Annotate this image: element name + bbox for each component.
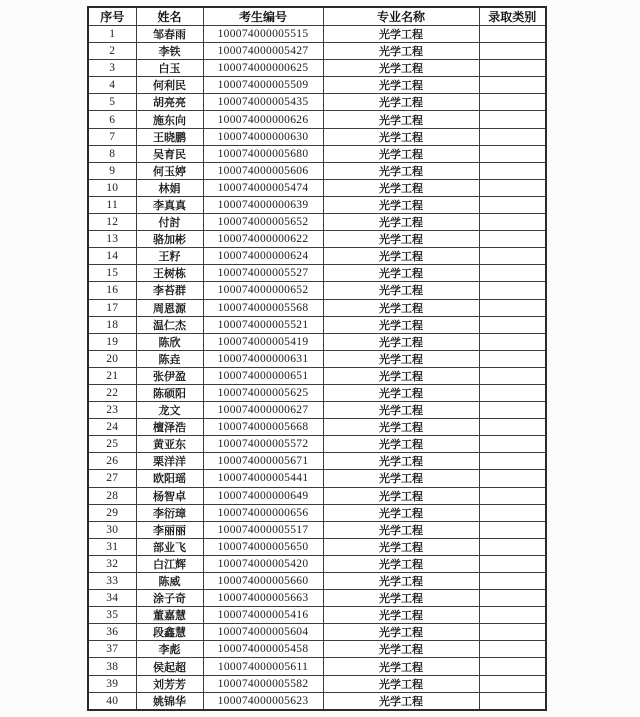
cell-major-name: 光学工程 (323, 248, 479, 265)
cell-candidate-id: 100074000005582 (203, 675, 323, 692)
cell-admission-type (479, 590, 546, 607)
col-header-name: 姓名 (136, 7, 203, 26)
table-row (88, 419, 546, 436)
table-row (88, 94, 546, 111)
cell-admission-type (479, 196, 546, 213)
cell-candidate-id: 100074000000656 (203, 504, 323, 521)
cell-admission-type (479, 162, 546, 179)
table-row (88, 162, 546, 179)
cell-admission-type (479, 248, 546, 265)
cell-major-name: 光学工程 (323, 692, 479, 710)
cell-admission-type (479, 94, 546, 111)
col-header-index: 序号 (88, 7, 136, 26)
cell-candidate-id: 100074000000625 (203, 60, 323, 77)
cell-student-name: 陈硕阳 (136, 384, 203, 401)
cell-index: 39 (88, 675, 136, 692)
cell-major-name: 光学工程 (323, 145, 479, 162)
cell-index: 2 (88, 43, 136, 60)
cell-admission-type (479, 658, 546, 675)
cell-admission-type (479, 60, 546, 77)
table-row (88, 265, 546, 282)
cell-admission-type (479, 436, 546, 453)
cell-major-name: 光学工程 (323, 658, 479, 675)
cell-major-name: 光学工程 (323, 26, 479, 43)
cell-major-name: 光学工程 (323, 555, 479, 572)
cell-candidate-id: 100074000000622 (203, 231, 323, 248)
cell-admission-type (479, 77, 546, 94)
cell-candidate-id: 100074000005419 (203, 333, 323, 350)
cell-candidate-id: 100074000005623 (203, 692, 323, 710)
cell-candidate-id: 100074000005517 (203, 521, 323, 538)
cell-student-name: 周恩源 (136, 299, 203, 316)
cell-admission-type (479, 265, 546, 282)
table-row (88, 675, 546, 692)
table-row (88, 453, 546, 470)
table-row (88, 128, 546, 145)
cell-candidate-id: 100074000005680 (203, 145, 323, 162)
cell-admission-type (479, 26, 546, 43)
table-row (88, 111, 546, 128)
cell-admission-type (479, 555, 546, 572)
cell-candidate-id: 100074000005604 (203, 624, 323, 641)
cell-admission-type (479, 179, 546, 196)
cell-admission-type (479, 128, 546, 145)
table-row (88, 196, 546, 213)
cell-admission-type (479, 573, 546, 590)
table-row (88, 282, 546, 299)
cell-major-name: 光学工程 (323, 436, 479, 453)
cell-index: 4 (88, 77, 136, 94)
table-row (88, 641, 546, 658)
cell-admission-type (479, 282, 546, 299)
cell-student-name: 黄亚东 (136, 436, 203, 453)
table-row (88, 692, 546, 710)
cell-major-name: 光学工程 (323, 607, 479, 624)
table-row (88, 43, 546, 60)
cell-admission-type (479, 641, 546, 658)
cell-candidate-id: 100074000005474 (203, 179, 323, 196)
cell-index: 33 (88, 573, 136, 590)
cell-major-name: 光学工程 (323, 675, 479, 692)
cell-major-name: 光学工程 (323, 641, 479, 658)
cell-major-name: 光学工程 (323, 94, 479, 111)
cell-student-name: 白玉 (136, 60, 203, 77)
cell-admission-type (479, 43, 546, 60)
cell-index: 36 (88, 624, 136, 641)
cell-major-name: 光学工程 (323, 282, 479, 299)
cell-candidate-id: 100074000005625 (203, 384, 323, 401)
cell-index: 27 (88, 470, 136, 487)
admission-roster-table (87, 6, 547, 711)
cell-admission-type (479, 487, 546, 504)
cell-index: 13 (88, 231, 136, 248)
table-row (88, 248, 546, 265)
table-row (88, 26, 546, 43)
table-row (88, 538, 546, 555)
cell-student-name: 林娟 (136, 179, 203, 196)
cell-admission-type (479, 384, 546, 401)
cell-candidate-id: 100074000005435 (203, 94, 323, 111)
cell-major-name: 光学工程 (323, 316, 479, 333)
cell-student-name: 李苔群 (136, 282, 203, 299)
cell-student-name: 侯起超 (136, 658, 203, 675)
cell-admission-type (479, 470, 546, 487)
table-row (88, 624, 546, 641)
cell-candidate-id: 100074000005458 (203, 641, 323, 658)
cell-index: 29 (88, 504, 136, 521)
table-row (88, 231, 546, 248)
cell-candidate-id: 100074000000630 (203, 128, 323, 145)
cell-student-name: 陈欣 (136, 333, 203, 350)
cell-candidate-id: 100074000005572 (203, 436, 323, 453)
cell-admission-type (479, 521, 546, 538)
cell-major-name: 光学工程 (323, 453, 479, 470)
cell-index: 24 (88, 419, 136, 436)
cell-index: 14 (88, 248, 136, 265)
cell-index: 11 (88, 196, 136, 213)
cell-candidate-id: 100074000005611 (203, 658, 323, 675)
table-row (88, 350, 546, 367)
cell-admission-type (479, 333, 546, 350)
cell-index: 20 (88, 350, 136, 367)
cell-index: 18 (88, 316, 136, 333)
cell-major-name: 光学工程 (323, 162, 479, 179)
cell-index: 22 (88, 384, 136, 401)
table-row (88, 77, 546, 94)
table-row (88, 333, 546, 350)
cell-admission-type (479, 675, 546, 692)
cell-admission-type (479, 231, 546, 248)
table-header-row (88, 7, 546, 26)
table-row (88, 470, 546, 487)
cell-index: 32 (88, 555, 136, 572)
cell-admission-type (479, 350, 546, 367)
cell-student-name: 涂子奇 (136, 590, 203, 607)
cell-student-name: 施东向 (136, 111, 203, 128)
table-row (88, 384, 546, 401)
cell-admission-type (479, 692, 546, 710)
cell-student-name: 段鑫慧 (136, 624, 203, 641)
table-row (88, 590, 546, 607)
cell-candidate-id: 100074000005668 (203, 419, 323, 436)
table-row (88, 214, 546, 231)
cell-candidate-id: 100074000005650 (203, 538, 323, 555)
table-row (88, 436, 546, 453)
cell-student-name: 董嘉慧 (136, 607, 203, 624)
table-row (88, 402, 546, 419)
table-row (88, 521, 546, 538)
cell-index: 12 (88, 214, 136, 231)
cell-major-name: 光学工程 (323, 487, 479, 504)
cell-student-name: 白江辉 (136, 555, 203, 572)
table-row (88, 573, 546, 590)
cell-major-name: 光学工程 (323, 128, 479, 145)
cell-index: 30 (88, 521, 136, 538)
cell-index: 5 (88, 94, 136, 111)
cell-major-name: 光学工程 (323, 538, 479, 555)
cell-index: 3 (88, 60, 136, 77)
cell-admission-type (479, 316, 546, 333)
cell-admission-type (479, 607, 546, 624)
col-header-candidate-id: 考生编号 (203, 7, 323, 26)
cell-candidate-id: 100074000005663 (203, 590, 323, 607)
cell-student-name: 龙文 (136, 402, 203, 419)
table-row (88, 316, 546, 333)
cell-candidate-id: 100074000005521 (203, 316, 323, 333)
cell-admission-type (479, 538, 546, 555)
table-row (88, 658, 546, 675)
cell-index: 34 (88, 590, 136, 607)
cell-student-name: 何利民 (136, 77, 203, 94)
cell-major-name: 光学工程 (323, 196, 479, 213)
cell-major-name: 光学工程 (323, 419, 479, 436)
cell-admission-type (479, 367, 546, 384)
cell-candidate-id: 100074000000652 (203, 282, 323, 299)
cell-student-name: 陈威 (136, 573, 203, 590)
cell-index: 31 (88, 538, 136, 555)
cell-major-name: 光学工程 (323, 77, 479, 94)
cell-major-name: 光学工程 (323, 350, 479, 367)
cell-index: 37 (88, 641, 136, 658)
cell-candidate-id: 100074000005660 (203, 573, 323, 590)
cell-student-name: 邹春雨 (136, 26, 203, 43)
cell-index: 8 (88, 145, 136, 162)
cell-student-name: 姚锦华 (136, 692, 203, 710)
cell-candidate-id: 100074000005427 (203, 43, 323, 60)
cell-candidate-id: 100074000005416 (203, 607, 323, 624)
cell-admission-type (479, 624, 546, 641)
cell-student-name: 何玉婷 (136, 162, 203, 179)
cell-student-name: 李丽丽 (136, 521, 203, 538)
table-row (88, 504, 546, 521)
cell-candidate-id: 100074000000631 (203, 350, 323, 367)
table-row (88, 299, 546, 316)
cell-major-name: 光学工程 (323, 590, 479, 607)
cell-candidate-id: 100074000005527 (203, 265, 323, 282)
cell-student-name: 王树栋 (136, 265, 203, 282)
table-row (88, 487, 546, 504)
cell-candidate-id: 100074000005515 (203, 26, 323, 43)
cell-index: 16 (88, 282, 136, 299)
cell-index: 7 (88, 128, 136, 145)
cell-index: 23 (88, 402, 136, 419)
cell-student-name: 李彪 (136, 641, 203, 658)
cell-candidate-id: 100074000000627 (203, 402, 323, 419)
cell-major-name: 光学工程 (323, 179, 479, 196)
cell-index: 28 (88, 487, 136, 504)
cell-student-name: 付討 (136, 214, 203, 231)
cell-index: 21 (88, 367, 136, 384)
cell-candidate-id: 100074000005606 (203, 162, 323, 179)
cell-student-name: 部业飞 (136, 538, 203, 555)
cell-candidate-id: 100074000000626 (203, 111, 323, 128)
cell-major-name: 光学工程 (323, 111, 479, 128)
cell-student-name: 欧阳瑶 (136, 470, 203, 487)
cell-student-name: 李衍璋 (136, 504, 203, 521)
cell-student-name: 温仁杰 (136, 316, 203, 333)
cell-major-name: 光学工程 (323, 43, 479, 60)
cell-student-name: 杨智卓 (136, 487, 203, 504)
cell-major-name: 光学工程 (323, 402, 479, 419)
table-row (88, 145, 546, 162)
cell-admission-type (479, 419, 546, 436)
table-row (88, 60, 546, 77)
cell-major-name: 光学工程 (323, 60, 479, 77)
cell-candidate-id: 100074000005652 (203, 214, 323, 231)
cell-student-name: 胡亮亮 (136, 94, 203, 111)
cell-major-name: 光学工程 (323, 521, 479, 538)
cell-candidate-id: 100074000005420 (203, 555, 323, 572)
cell-candidate-id: 100074000000624 (203, 248, 323, 265)
cell-admission-type (479, 214, 546, 231)
cell-index: 6 (88, 111, 136, 128)
cell-index: 19 (88, 333, 136, 350)
cell-major-name: 光学工程 (323, 231, 479, 248)
cell-candidate-id: 100074000000639 (203, 196, 323, 213)
cell-index: 17 (88, 299, 136, 316)
cell-index: 35 (88, 607, 136, 624)
cell-student-name: 王籽 (136, 248, 203, 265)
cell-major-name: 光学工程 (323, 214, 479, 231)
cell-student-name: 李真真 (136, 196, 203, 213)
cell-index: 38 (88, 658, 136, 675)
cell-major-name: 光学工程 (323, 573, 479, 590)
cell-student-name: 陈垚 (136, 350, 203, 367)
cell-major-name: 光学工程 (323, 504, 479, 521)
col-header-admission-type: 录取类别 (479, 7, 546, 26)
cell-candidate-id: 100074000005509 (203, 77, 323, 94)
cell-student-name: 檀泽浩 (136, 419, 203, 436)
cell-candidate-id: 100074000005441 (203, 470, 323, 487)
cell-admission-type (479, 145, 546, 162)
table-row (88, 367, 546, 384)
cell-student-name: 王晓鹏 (136, 128, 203, 145)
cell-major-name: 光学工程 (323, 367, 479, 384)
cell-major-name: 光学工程 (323, 299, 479, 316)
table-row (88, 179, 546, 196)
cell-admission-type (479, 504, 546, 521)
cell-student-name: 骆加彬 (136, 231, 203, 248)
cell-candidate-id: 100074000005671 (203, 453, 323, 470)
table-row (88, 607, 546, 624)
cell-index: 40 (88, 692, 136, 710)
cell-major-name: 光学工程 (323, 624, 479, 641)
table-row (88, 555, 546, 572)
cell-index: 26 (88, 453, 136, 470)
cell-major-name: 光学工程 (323, 470, 479, 487)
cell-student-name: 吴育民 (136, 145, 203, 162)
cell-student-name: 张伊盈 (136, 367, 203, 384)
cell-student-name: 栗洋洋 (136, 453, 203, 470)
cell-admission-type (479, 402, 546, 419)
col-header-major: 专业名称 (323, 7, 479, 26)
cell-student-name: 刘芳芳 (136, 675, 203, 692)
cell-major-name: 光学工程 (323, 265, 479, 282)
cell-candidate-id: 100074000000651 (203, 367, 323, 384)
cell-index: 10 (88, 179, 136, 196)
cell-admission-type (479, 453, 546, 470)
cell-index: 25 (88, 436, 136, 453)
cell-index: 15 (88, 265, 136, 282)
cell-candidate-id: 100074000005568 (203, 299, 323, 316)
cell-student-name: 李铁 (136, 43, 203, 60)
cell-major-name: 光学工程 (323, 333, 479, 350)
cell-admission-type (479, 111, 546, 128)
cell-index: 9 (88, 162, 136, 179)
cell-index: 1 (88, 26, 136, 43)
cell-candidate-id: 100074000000649 (203, 487, 323, 504)
cell-major-name: 光学工程 (323, 384, 479, 401)
cell-admission-type (479, 299, 546, 316)
